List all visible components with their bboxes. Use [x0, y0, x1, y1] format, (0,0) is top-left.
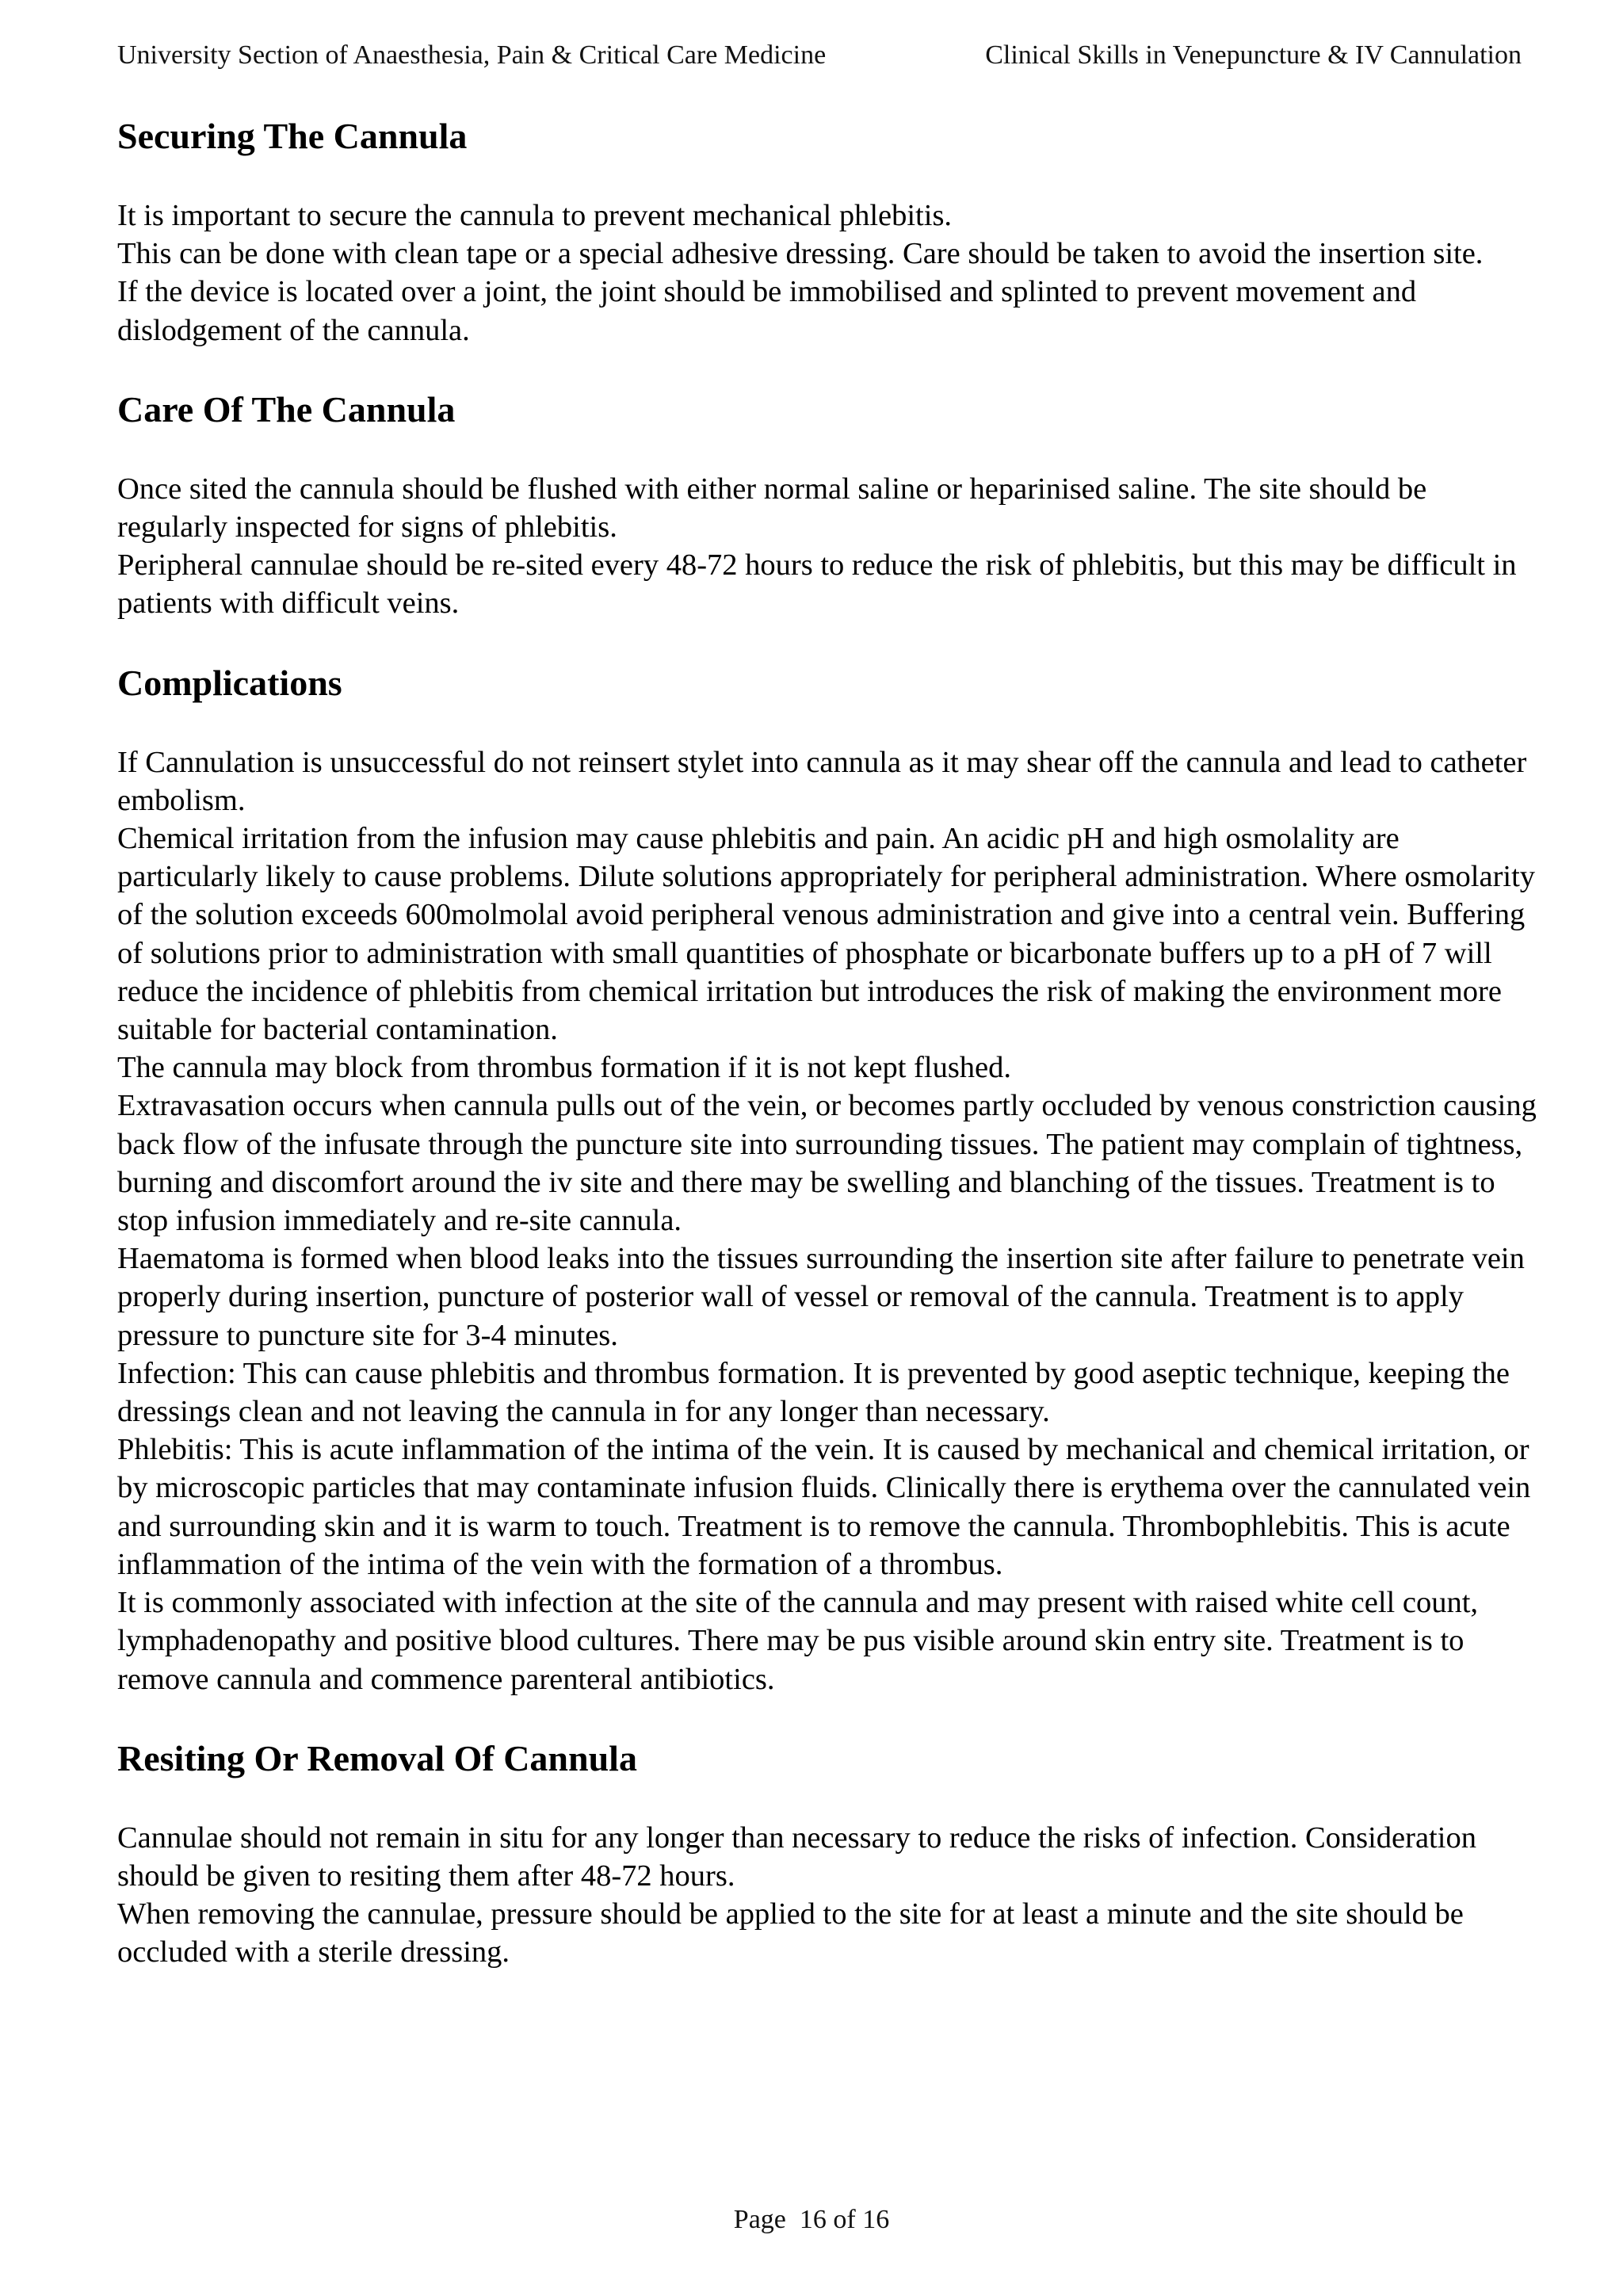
- paragraph: Peripheral cannulae should be re-sited every 48-72 hours to reduce the risk of phlebitis, but this may be difficult in patients with difficult veins.: [117, 548, 1517, 621]
- paragraph: The cannula may block from thrombus formation if it is not kept flushed.: [117, 1051, 1012, 1085]
- paragraph: Chemical irritation from the infusion may cause phlebitis and pain. An acidic pH and high osmolality are particularly likely to cause problems. Dilute solutions appropriately for peripheral administration. Where osmolarity of the solution exceeds 600molmolal avoid peripheral venous administration and give into a central vein. Buffering of solutions prior to administration with small quantities of phosphate or bicarbonate buffers up to a pH of 7 will reduce the incidence of phlebitis from chemical irritation but introduces the risk of making the environment more suitable for bacterial contamination.: [117, 822, 1536, 1047]
- paragraph: Cannulae should not remain in situ for any longer than necessary to reduce the risks of infection. Consideration should be given to resiting them after 48-72 hours.: [117, 1820, 1476, 1893]
- document-body: [117, 111, 1544, 1972]
- page-number: Page 16 of 16: [733, 2205, 890, 2234]
- paragraph: When removing the cannulae, pressure should be applied to the site for at least a minute and the site should be occluded with a sterile dressing.: [117, 1897, 1464, 1969]
- paragraph: It is important to secure the cannula to prevent mechanical phlebitis.: [117, 199, 953, 232]
- header-document-title: Clinical Skills in Venepuncture & IV Cannulation: [985, 40, 1522, 70]
- section-heading: Securing The Cannula: [117, 116, 468, 156]
- section-securing-the-cannula: [117, 111, 1544, 350]
- section-care-of-the-cannula: [117, 384, 1544, 623]
- running-header: [117, 38, 1522, 73]
- paragraph: Extravasation occurs when cannula pulls out of the vein, or becomes partly occluded by venous constriction causing back flow of the infusate through the puncture site into surrounding tissues. The patient may complain of tightness, burning and discomfort around the iv site and there may be swelling and blanching of the tissues. Treatment is to stop infusion immediately and re-site cannula.: [117, 1089, 1537, 1238]
- paragraph: If Cannulation is unsuccessful do not reinsert stylet into cannula as it may shear off the cannula and lead to catheter embolism.: [117, 745, 1527, 817]
- section-complications: [117, 658, 1544, 1698]
- section-heading: Complications: [117, 662, 342, 703]
- paragraph: This can be done with clean tape or a special adhesive dressing. Care should be taken to avoid the insertion site.: [117, 237, 1484, 271]
- paragraph: Haematoma is formed when blood leaks into the tissues surrounding the insertion site after failure to penetrate vein properly during insertion, puncture of posterior wall of vessel or removal of the cannula. Treatment is to apply pressure to puncture site for 3-4 minutes.: [117, 1242, 1525, 1352]
- paragraph: If the device is located over a joint, the joint should be immobilised and splinted to prevent movement and dislodgement of the cannula.: [117, 275, 1417, 347]
- paragraph: Once sited the cannula should be flushed with either normal saline or heparinised saline. The site should be regularly inspected for signs of phlebitis.: [117, 472, 1427, 544]
- paragraph: It is commonly associated with infection at the site of the cannula and may present with raised white cell count, lymphadenopathy and positive blood cultures. There may be pus visible around skin entry site. Treatment is to remove cannula and commence parenteral antibiotics.: [117, 1586, 1479, 1696]
- section-heading: Care Of The Cannula: [117, 388, 456, 430]
- header-institution: University Section of Anaesthesia, Pain & Critical Care Medicine: [117, 40, 827, 70]
- section-resiting-or-removal: [117, 1733, 1544, 1972]
- section-heading: Resiting Or Removal Of Cannula: [117, 1737, 637, 1778]
- paragraph: Infection: This can cause phlebitis and thrombus formation. It is prevented by good aseptic technique, keeping the dressings clean and not leaving the cannula in for any longer than necessary.: [117, 1356, 1510, 1429]
- paragraph: Phlebitis: This is acute inflammation of the intima of the vein. It is caused by mechanical and chemical irritation, or by microscopic particles that may contaminate infusion fluids. Clinically there is erythema over the cannulated vein and surrounding skin and it is warm to touch. Treatment is to remove the cannula. Thrombophlebitis. This is acute inflammation of the intima of the vein with the formation of a thrombus.: [117, 1433, 1531, 1581]
